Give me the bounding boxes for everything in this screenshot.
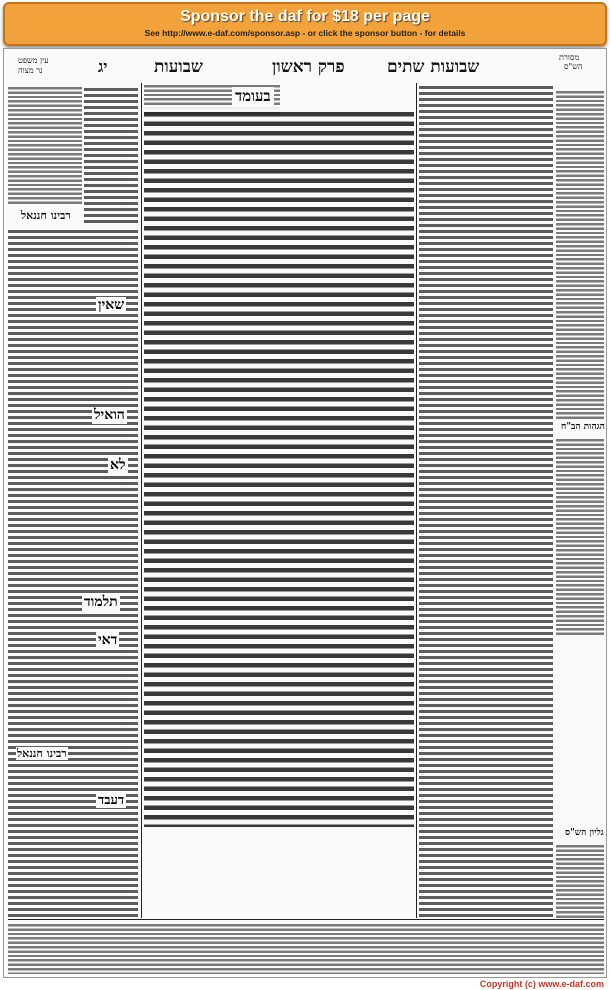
center-opening-word: בעומד — [232, 87, 274, 106]
keyword-talmud: תלמוד — [84, 594, 118, 610]
keyword-dai: דאי — [98, 632, 118, 648]
hashas-label: הש"ס — [564, 62, 583, 71]
chapter-name: פרק ראשון — [272, 57, 345, 77]
rabbeinu-chananel-heading: רבינו חננאל — [21, 209, 71, 222]
rabbeinu-chananel-heading-2: רבינו חננאל — [17, 747, 67, 760]
talmud-page — [3, 48, 607, 978]
masoret-hashas-column — [556, 89, 604, 419]
left-commentary-top — [84, 85, 138, 225]
keyword-hoil: הואיל — [94, 407, 125, 423]
copyright-link[interactable]: Copyright (c) www.e-daf.com — [479, 979, 604, 989]
rashi-column — [419, 83, 553, 918]
column-divider-left — [141, 83, 142, 918]
column-divider-right — [416, 83, 417, 918]
chapter-title: שבועות שתים — [387, 57, 480, 77]
tractate-name: שבועות — [154, 57, 203, 77]
keyword-deaved: דעבד — [98, 793, 125, 808]
ein-mishpat-label: עין משפט — [18, 56, 49, 65]
sponsor-title[interactable]: Sponsor the daf for $18 per page — [180, 8, 430, 25]
bottom-commentary — [8, 922, 604, 974]
gilyon-hashas-column — [556, 843, 604, 919]
bottom-divider — [8, 919, 604, 920]
gilyon-hashas-heading: גליון הש"ס — [565, 828, 604, 838]
gemara-main-text — [144, 107, 414, 827]
page-number: יג — [98, 57, 108, 76]
sponsor-banner[interactable] — [3, 2, 607, 46]
hagahot-habach-column — [556, 437, 604, 637]
masoret-label: מסורת — [559, 53, 580, 62]
keyword-sheain: שאין — [98, 297, 125, 313]
ein-mishpat-column — [8, 85, 82, 205]
keyword-lo: לא — [110, 457, 126, 473]
left-commentary-column — [8, 227, 138, 917]
sponsor-subtitle[interactable]: See http://www.e-daf.com/sponsor.asp - or click the sponsor button - for details — [144, 28, 466, 38]
ner-mitzva-label: נר מצוה — [18, 66, 43, 75]
hagahot-habach-heading: הגהות הב"ח — [561, 422, 605, 432]
